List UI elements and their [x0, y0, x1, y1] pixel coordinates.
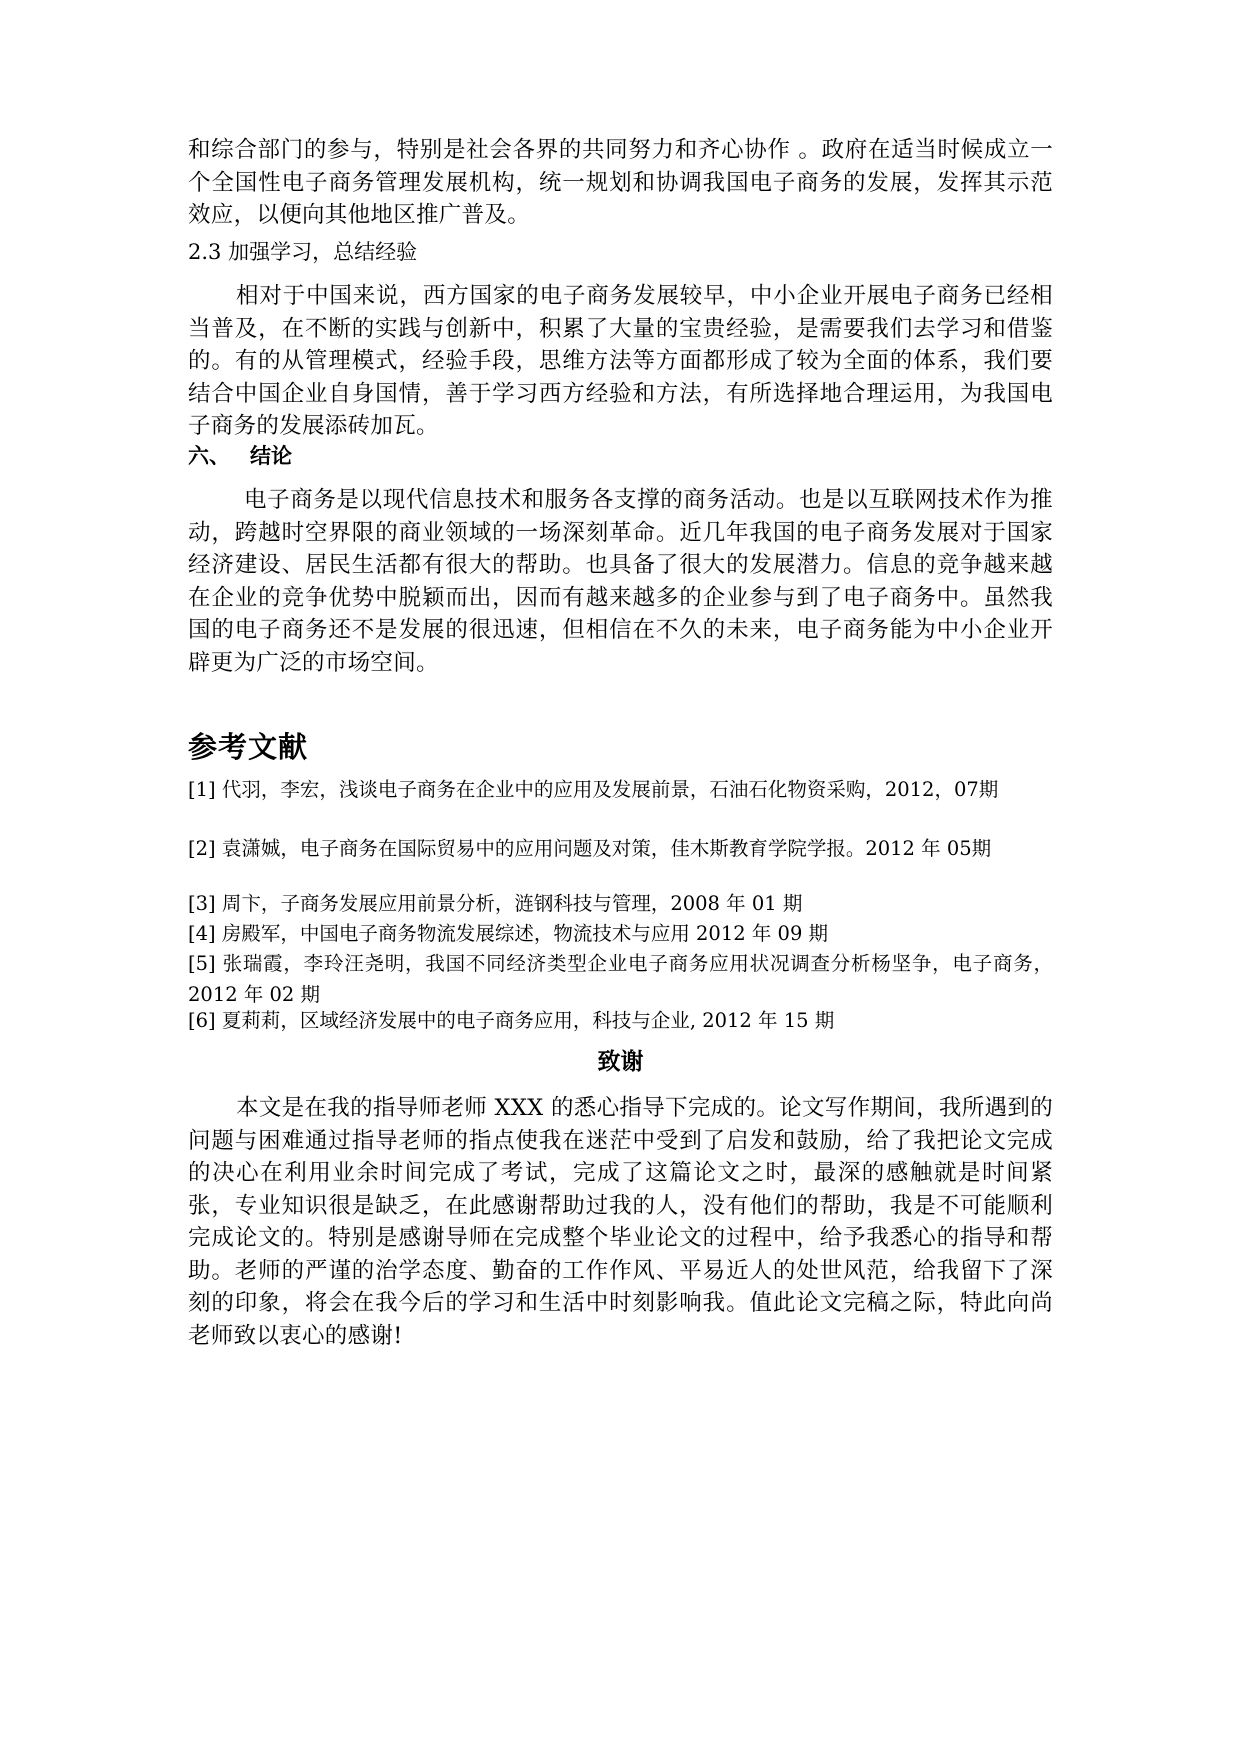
acknowledgement-body: 本文是在我的指导师老师 XXX 的悉心指导下完成的。论文写作期间，我所遇到的问题与困难通过指导老师的指点使我在迷茫中受到了启发和鼓励，给了我把论文完成的决心在利用业余时间完成了考试，完成了这篇论文之时，最深的感触就是时间紧张，专业知识很是缺乏，在此感谢帮助过我的人，没有他们的帮助，我是不可能顺利完成论文的。特别是感谢导师在完成整个毕业论文的过程中，给予我悉心的指导和帮助。老师的严谨的治学态度、勤奋的工作作风、平易近人的处世风范，给我留下了深刻的印象，将会在我今后的学习和生活中时刻影响我。值此论文完稿之际，特此向尚老师致以衷心的感谢! — [188, 1095, 1053, 1349]
section-6-title: 结论 — [250, 444, 292, 468]
acknowledgement-title: 致谢 — [597, 1049, 644, 1075]
references-title: 参考文献 — [188, 730, 309, 764]
paragraph-conclusion: 电子商务是以现代信息技术和服务各支撑的商务活动。也是以互联网技术作为推动，跨越时空界限的商业领域的一场深刻革命。近几年我国的电子商务发展对于国家经济建设、居民生活都有很大的帮助。也具备了很大的发展潜力。信息的竞争越来越在企业的竞争优势中脱颖而出，因而有越来越多的企业参与到了电子商务中。虽然我国的电子商务还不是发展的很迅速，但相信在不久的未来，电子商务能为中小企业开辟更为广泛的市场空间。 — [188, 487, 1053, 676]
reference-item: [6] 夏莉莉，区域经济发展中的电子商务应用，科技与企业, 2012 年 15 期 — [188, 1009, 835, 1032]
section-6-number: 六、 — [188, 444, 230, 468]
reference-item: [4] 房殿军，中国电子商务物流发展综述，物流技术与应用 2012 年 09 期 — [188, 922, 829, 945]
paragraph-learn-experience: 相对于中国来说，西方国家的电子商务发展较早，中小企业开展电子商务已经相当普及，在不断的实践与创新中，积累了大量的宝贵经验，是需要我们去学习和借鉴的。有的从管理模式，经验手段，思维方法等方面都形成了较为全面的体系，我们要结合中国企业自身国情，善于学习西方经验和方法，有所选择地合理运用，为我国电子商务的发展添砖加瓦。 — [188, 283, 1053, 439]
section-2-3-heading: 2.3 加强学习，总结经验 — [188, 240, 418, 264]
reference-item: [3] 周卞，子商务发展应用前景分析，涟钢科技与管理，2008 年 01 期 — [188, 892, 803, 915]
reference-item: [1] 代羽，李宏，浅谈电子商务在企业中的应用及发展前景，石油石化物资采购，2012，07期 — [188, 778, 999, 801]
reference-item: [5] 张瑞霞，李玲汪尧明，我国不同经济类型企业电子商务应用状况调查分析杨坚争，电子商务，2012 年 02 期 — [188, 952, 1053, 1006]
reference-item: [2] 袁潇娍，电子商务在国际贸易中的应用问题及对策，佳木斯教育学院学报。2012 年 05期 — [188, 837, 992, 860]
section-6-heading — [188, 441, 292, 471]
document-page — [188, 0, 1053, 1754]
paragraph-cooperation: 和综合部门的参与，特别是社会各界的共同努力和齐心协作 。政府在适当时候成立一个全国性电子商务管理发展机构，统一规划和协调我国电子商务的发展，发挥其示范效应，以便向其他地区推广普及。 — [188, 137, 1053, 228]
